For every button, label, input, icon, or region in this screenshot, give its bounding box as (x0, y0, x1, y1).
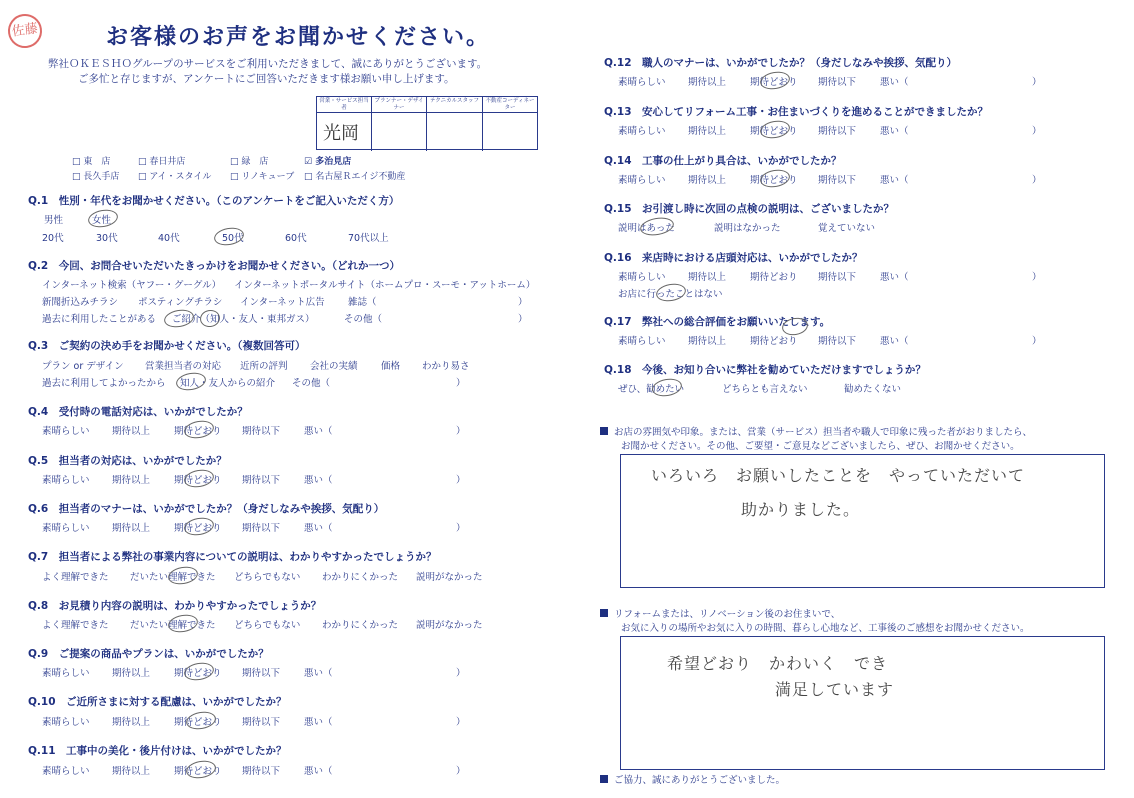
option[interactable]: 説明はなかった (714, 223, 781, 234)
store-option[interactable]: □ 春日井店 (138, 157, 186, 167)
option[interactable]: どちらでもない (234, 620, 301, 631)
question-15 (604, 201, 894, 216)
option[interactable]: 期待以下 (242, 475, 281, 486)
comment-prompt-1 (600, 426, 1032, 454)
seal-stamp: 佐藤 (6, 12, 44, 50)
option[interactable]: 悪い（ (304, 717, 333, 728)
option[interactable]: 期待どおり (174, 717, 222, 728)
option[interactable]: ） (456, 766, 466, 777)
staff-cell[interactable] (372, 113, 427, 151)
q3-options-2 (42, 375, 482, 389)
option[interactable]: プラン or デザイン (42, 361, 124, 372)
option[interactable]: 説明がなかった (416, 620, 483, 631)
handwritten-answer: 助かりました。 (741, 500, 861, 519)
option[interactable]: 30代 (96, 233, 118, 244)
question-18 (604, 362, 926, 377)
option[interactable]: ご紹介（知人・友人・東邦ガス） (172, 314, 315, 325)
q15-options (618, 220, 1058, 234)
q4-options (42, 423, 482, 437)
option[interactable]: 素晴らしい (618, 175, 666, 186)
option[interactable]: 素晴らしい (42, 668, 90, 679)
option[interactable]: 40代 (158, 233, 180, 244)
option[interactable]: 期待以上 (688, 77, 727, 88)
option[interactable]: インターネットポータルサイト（ホームプロ・スーモ・アットホーム） (234, 280, 536, 291)
option[interactable]: 男性 (44, 215, 64, 226)
closing-text: ご協力、誠にありがとうございました。 (600, 774, 785, 788)
option[interactable]: 素晴らしい (618, 126, 666, 137)
option[interactable]: 期待どおり (750, 272, 798, 283)
question-text: Q.8 お見積り内容の説明は、わかりやすかったでしょうか？ (28, 600, 322, 612)
question-13 (604, 104, 988, 119)
option[interactable]: ） (456, 475, 466, 486)
question-text: Q.1 性別・年代をお聞かせください。（このアンケートをご記入いただく方） (28, 195, 400, 207)
option[interactable]: インターネット広告 (240, 297, 325, 308)
question-9 (28, 646, 269, 661)
option[interactable]: 勧めたくない (844, 384, 902, 395)
staff-header: 不動産コーディネーター (483, 97, 537, 113)
q17-options (618, 333, 1058, 347)
prompt-line: お店の雰囲気や印象。または、営業（サービス）担当者や職人で印象に残った者がおりましたら、 (600, 426, 1032, 440)
answer-circle (175, 371, 207, 393)
option[interactable]: 素晴らしい (42, 475, 90, 486)
option[interactable]: お店に行ったことはない (618, 289, 723, 300)
comment-box-2[interactable] (620, 636, 1105, 770)
question-4 (28, 404, 248, 419)
staff-name: 光岡 (323, 123, 359, 144)
option[interactable]: 悪い（ (304, 668, 333, 679)
question-1 (28, 193, 399, 208)
option[interactable]: ） (1032, 77, 1042, 88)
option[interactable]: 期待どおり (174, 766, 222, 777)
intro-text (48, 57, 487, 87)
question-text: Q.14 工事の仕上がり具合は、いかがでしたか？ (604, 155, 842, 167)
answer-circle (183, 661, 215, 683)
staff-header: テクニカルスタッフ (427, 97, 483, 113)
q2-options (42, 277, 542, 291)
option[interactable]: ぜひ、勧めたい (618, 384, 685, 395)
option[interactable]: 期待以上 (112, 766, 151, 777)
option[interactable]: よく理解できた (42, 620, 109, 631)
option[interactable]: ） (518, 314, 528, 325)
option[interactable]: 期待以下 (818, 126, 857, 137)
option[interactable]: 期待どおり (750, 126, 798, 137)
option[interactable]: わかりにくかった (322, 620, 399, 631)
answer-circle (655, 282, 687, 304)
intro-line: 弊社ＯＫＥＳＨＯグループのサービスをご利用いただきまして、誠にありがとうございます。 (48, 58, 488, 70)
option[interactable]: 70代以上 (348, 233, 389, 244)
store-option[interactable]: ☑ 多治見店 (304, 157, 352, 167)
store-option[interactable]: □ 名古屋Ｒエイジ不動産 (304, 172, 406, 182)
answer-circle (185, 759, 217, 781)
staff-cell[interactable] (427, 113, 483, 151)
option[interactable]: 期待以上 (112, 523, 151, 534)
option[interactable]: 期待以上 (112, 426, 151, 437)
option[interactable]: 新聞折込みチラシ (42, 297, 119, 308)
option[interactable]: 期待どおり (750, 175, 798, 186)
option[interactable]: だいたい理解できた (130, 620, 216, 631)
store-option[interactable]: □ アイ・スタイル (138, 172, 212, 182)
comment-box-1[interactable] (620, 454, 1105, 588)
option[interactable]: 雑誌（ (348, 297, 377, 308)
q2-options-2 (42, 294, 542, 308)
answer-circle (651, 377, 683, 399)
q7-options (42, 569, 492, 583)
q5-options (42, 472, 482, 486)
option[interactable]: 期待どおり (174, 668, 222, 679)
option[interactable]: ） (1032, 336, 1042, 347)
answer-circle (759, 70, 791, 92)
option[interactable]: 説明はあった (618, 223, 675, 234)
answer-circle (183, 419, 215, 441)
option[interactable]: 期待どおり (174, 426, 222, 437)
option[interactable]: 期待以下 (242, 766, 281, 777)
question-6 (28, 501, 384, 516)
option[interactable]: 悪い（ (304, 426, 333, 437)
option[interactable]: 過去に利用してよかったから (42, 378, 166, 389)
store-option[interactable]: □ 長久手店 (72, 172, 120, 182)
question-text: Q.17 弊社への総合評価をお願いいたします。 (604, 316, 831, 328)
option[interactable]: ） (518, 297, 528, 308)
prompt-line: お聞かせください。その他、ご要望・ご意見などございましたら、ぜひ、お聞かせください。 (621, 441, 1020, 452)
answer-circle (759, 168, 791, 190)
option[interactable]: 期待どおり (174, 523, 222, 534)
option[interactable]: ） (1032, 272, 1042, 283)
option[interactable]: 悪い（ (880, 77, 909, 88)
option[interactable]: わかり易さ (422, 361, 470, 372)
option[interactable]: どちらでもない (234, 572, 301, 583)
prompt-line: リフォームまたは、リノベーション後のお住まいで、 (600, 608, 1030, 622)
option[interactable]: 期待以上 (112, 668, 151, 679)
option[interactable]: 期待以上 (688, 126, 727, 137)
option[interactable]: 期待どおり (174, 475, 222, 486)
option[interactable]: 説明がなかった (416, 572, 483, 583)
option[interactable]: 素晴らしい (618, 77, 666, 88)
prompt-line: お気に入りの場所やお気に入りの時間、暮らし心地など、工事後のご感想をお聞かせください。 (621, 623, 1030, 634)
answer-circle (183, 516, 215, 538)
option[interactable]: 過去に利用したことがある (42, 314, 157, 325)
option[interactable]: 悪い（ (880, 175, 909, 186)
store-option[interactable]: □ リノキューブ (230, 172, 295, 182)
option[interactable]: どちらとも言えない (722, 384, 808, 395)
option[interactable]: ポスティングチラシ (138, 297, 223, 308)
option[interactable]: 20代 (42, 233, 64, 244)
q1-options (44, 212, 244, 226)
handwritten-answer: いろいろ お願いしたことを やっていただいて (651, 466, 1026, 485)
store-checklist (72, 154, 406, 182)
q12-options (618, 74, 1058, 88)
q18-options (618, 381, 1058, 395)
option[interactable]: 素晴らしい (42, 766, 90, 777)
question-text: Q.12 職人のマナーは、いかがでしたか？（身だしなみや挨拶、気配り） (604, 57, 958, 69)
option[interactable]: 悪い（ (880, 272, 909, 283)
q6-options (42, 520, 482, 534)
question-3 (28, 338, 305, 353)
option[interactable]: 期待以下 (242, 717, 281, 728)
option[interactable]: 期待以下 (242, 426, 281, 437)
q8-options (42, 617, 492, 631)
option[interactable]: その他（ (344, 314, 383, 325)
store-option[interactable]: □ 緑 店 (230, 157, 269, 167)
option[interactable]: 期待以下 (818, 77, 857, 88)
staff-header: プランナー・デザイナー (372, 97, 427, 113)
q16-options-2 (618, 286, 818, 300)
option[interactable]: わかりにくかった (322, 572, 399, 583)
option[interactable]: 女性 (92, 215, 112, 226)
store-option[interactable]: □ 東 店 (72, 157, 111, 167)
question-10 (28, 694, 287, 709)
option[interactable]: だいたい理解できた (130, 572, 216, 583)
option[interactable]: 会社の実績 (310, 361, 358, 372)
answer-circle (213, 226, 245, 248)
option[interactable]: インターネット検索（ヤフー・グーグル） (42, 280, 222, 291)
option[interactable]: 期待以下 (818, 272, 857, 283)
question-text: Q.11 工事中の美化・後片付けは、いかがでしたか？ (28, 745, 287, 757)
question-8 (28, 598, 321, 613)
option[interactable]: よく理解できた (42, 572, 109, 583)
option[interactable]: 悪い（ (880, 126, 909, 137)
option[interactable]: 期待どおり (750, 336, 798, 347)
q16-options (618, 269, 1058, 283)
option[interactable]: 期待以下 (242, 668, 281, 679)
question-text: Q.6 担当者のマナーは、いかがでしたか？（身だしなみや挨拶、気配り） (28, 503, 385, 515)
question-text: Q.9 ご提案の商品やプランは、いかがでしたか？ (28, 648, 269, 660)
option[interactable]: 知人・友人からの紹介 (180, 378, 276, 389)
question-text: Q.16 来店時における店頭対応は、いかがでしたか？ (604, 252, 863, 264)
answer-circle (167, 613, 199, 635)
option[interactable]: 期待どおり (750, 77, 798, 88)
option[interactable]: 悪い（ (304, 475, 333, 486)
option[interactable]: ） (456, 668, 466, 679)
comment-prompt-2 (600, 608, 1030, 636)
bullet-square-icon (600, 609, 608, 617)
option[interactable]: 期待以上 (112, 717, 151, 728)
question-text: Q.7 担当者による弊社の事業内容についての説明は、わかりやすかったでしょうか？ (28, 551, 437, 563)
q10-options (42, 714, 482, 728)
q13-options (618, 123, 1058, 137)
option[interactable]: 期待以上 (112, 475, 151, 486)
intro-line: ご多忙と存じますが、アンケートにご回答いただきます様お願い申し上げます。 (78, 73, 455, 85)
option[interactable]: ） (456, 523, 466, 534)
answer-circle (183, 468, 215, 490)
option[interactable]: 期待以下 (242, 523, 281, 534)
handwritten-answer: 希望どおり かわいく でき (667, 654, 889, 673)
q9-options (42, 665, 482, 679)
question-text: Q.18 今後、お知り合いに弊社を勧めていただけますでしょうか？ (604, 364, 926, 376)
option[interactable]: ） (456, 378, 466, 389)
option[interactable]: 営業担当者の対応 (145, 361, 222, 372)
answer-circle (185, 710, 217, 732)
question-11 (28, 743, 287, 758)
staff-cell[interactable] (317, 113, 372, 151)
option[interactable]: 素晴らしい (42, 717, 90, 728)
bullet-square-icon (600, 775, 608, 783)
option[interactable]: その他（ (292, 378, 331, 389)
answer-circle (87, 208, 119, 230)
option[interactable]: 期待以下 (818, 336, 857, 347)
handwritten-answer: 満足しています (775, 680, 895, 699)
option[interactable]: 50代 (222, 233, 244, 244)
page-title: お客様のお声をお聞かせください。 (106, 25, 491, 50)
q14-options (618, 172, 1058, 186)
answer-circle (167, 565, 199, 587)
question-text: Q.15 お引渡し時に次回の点検の説明は、ございましたか？ (604, 203, 895, 215)
option[interactable]: ） (1032, 175, 1042, 186)
question-2 (28, 258, 400, 273)
staff-table (316, 96, 538, 150)
option[interactable]: 素晴らしい (42, 426, 90, 437)
option[interactable]: 覚えていない (818, 223, 876, 234)
question-text: Q.13 安心してリフォーム工事・お住まいづくりを進めることができましたか？ (604, 106, 989, 118)
question-text: Q.3 ご契約の決め手をお聞かせください。（複数回答可） (28, 340, 306, 352)
question-16 (604, 250, 863, 265)
question-text: Q.2 今回、お問合せいただいたきっかけをお聞かせください。（どれか一つ） (28, 260, 400, 272)
q11-options (42, 763, 482, 777)
option[interactable]: 近所の評判 (240, 361, 288, 372)
question-12 (604, 55, 957, 70)
option[interactable]: 期待以上 (688, 336, 727, 347)
question-7 (28, 549, 437, 564)
question-text: Q.5 担当者の対応は、いかがでしたか？ (28, 455, 227, 467)
option[interactable]: ） (1032, 126, 1042, 137)
question-text: Q.10 ご近所さまに対する配慮は、いかがでしたか？ (28, 696, 287, 708)
q3-options (42, 358, 482, 372)
option[interactable]: 価格 (381, 361, 401, 372)
option[interactable]: 期待以下 (818, 175, 857, 186)
staff-cell[interactable] (483, 113, 537, 151)
option[interactable]: 素晴らしい (618, 272, 666, 283)
option[interactable]: 期待以上 (688, 272, 727, 283)
answer-circle (759, 119, 791, 141)
option[interactable]: ） (456, 717, 466, 728)
question-14 (604, 153, 842, 168)
option[interactable]: 60代 (285, 233, 307, 244)
option[interactable]: 悪い（ (880, 336, 909, 347)
question-text: Q.4 受付時の電話対応は、いかがでしたか？ (28, 406, 248, 418)
option[interactable]: 悪い（ (304, 766, 333, 777)
option[interactable]: ） (456, 426, 466, 437)
staff-header: 営業・サービス担当者 (317, 97, 372, 113)
option[interactable]: 悪い（ (304, 523, 333, 534)
q2-options-3 (42, 311, 542, 325)
question-5 (28, 453, 227, 468)
option[interactable]: 素晴らしい (42, 523, 90, 534)
bullet-square-icon (600, 427, 608, 435)
option[interactable]: 素晴らしい (618, 336, 666, 347)
answer-circle (639, 215, 675, 238)
option[interactable]: 期待以上 (688, 175, 727, 186)
